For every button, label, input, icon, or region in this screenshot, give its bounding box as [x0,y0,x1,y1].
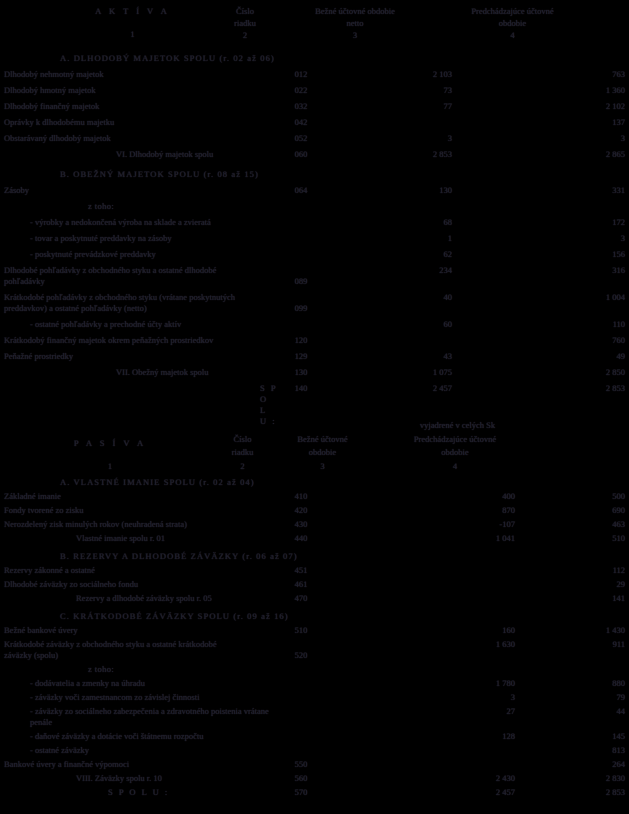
row-label-line1: VI. Dlhodobý majetok spolu [116,149,214,159]
row-label [4,477,627,488]
assets-table-header [0,0,629,44]
row-label [4,491,278,502]
table-row [4,533,627,544]
assets-label-col-num: 1 [130,29,135,39]
row-label-line1: Krátkodobé pohľadávky z obchodného styku (vrátane poskytnutých [4,292,236,302]
row-label [4,185,278,196]
row-label-line1: Rezervy a dlhodobé záväzky spolu r. 05 [76,593,212,603]
current-period-value: 160 [502,625,515,635]
row-label-line1: Základné imanie [4,491,61,501]
current-period-value: 1 041 [495,533,515,543]
table-row [4,759,627,770]
row-label-line1: z toho: [88,664,115,674]
row-label-line1: Bankové úvery a finančné výpomoci [4,759,130,769]
row-label-line1: - dodávatelia a zmenky na úhradu [30,678,145,688]
table-row [4,692,627,703]
row-code: 520 [294,650,308,660]
table-row [4,265,627,287]
row-label-line1: Nerozdelený zisk minulých rokov (neuhradená strata) [4,519,187,529]
row-code: 440 [294,533,308,543]
row-label-line1: S P O L U : [108,787,170,797]
previous-period-value: 44 [616,706,625,716]
current-period-value: 870 [502,505,515,515]
section-header-row [4,53,627,64]
current-period-value: 1 075 [432,367,452,377]
current-period-value [324,565,517,576]
row-label-line1: Dlhodobý finančný majetok [4,101,100,111]
row-code: 430 [294,519,308,529]
previous-period-value: 145 [612,731,625,741]
row-code [278,731,324,742]
row-code: 022 [294,85,308,95]
row-label-line1: - poskytnuté prevádzkové preddavky [30,249,156,259]
current-period-value: 130 [439,185,452,195]
row-label-line1: - ostatné záväzky [30,745,89,755]
row-code [278,745,324,756]
current-period-value [324,117,454,128]
section-header-row [4,551,627,562]
row-label-line1: S P O L U : [260,383,278,426]
table-row [4,367,627,378]
previous-period-value: 763 [612,69,625,79]
previous-period-value: 3 [620,233,625,243]
row-code: 451 [294,565,308,575]
current-period-value: 3 [510,692,515,702]
row-label [4,745,278,756]
table-row [4,625,627,636]
table-row [4,565,627,576]
row-label-line1: - daňové záväzky a dotácie voči štátnemu rozpočtu [30,731,204,741]
table-row [4,579,627,590]
row-label-line1: Obstarávaný dlhodobý majetok [4,133,111,143]
previous-period-value: 331 [612,185,625,195]
previous-period-value: 141 [612,593,625,603]
assets-title: A K T Í V A [95,6,170,16]
row-code [278,201,324,212]
row-code: 130 [294,367,308,377]
row-label [4,678,278,689]
current-period-value: 2 457 [495,787,515,797]
current-period-value [324,579,517,590]
previous-period-value: 2 102 [605,101,625,111]
row-label-line1: Krátkodobý finančný majetok okrem peňažných prostriedkov [4,335,214,345]
previous-period-value: 880 [612,678,625,688]
previous-period-value: 690 [612,505,625,515]
row-label [4,611,627,622]
current-period-value: 2 430 [495,773,515,783]
row-label [4,319,278,330]
current-period-value: 77 [443,101,452,111]
previous-period-value: 1 430 [605,625,625,635]
table-row [4,519,627,530]
previous-period-value: 500 [612,491,625,501]
row-label [4,149,278,160]
table-row [4,678,627,689]
row-label [4,265,278,287]
row-code: 461 [294,579,308,589]
liabilities-title: P A S Í V A [73,438,147,448]
previous-period-value: 112 [612,565,625,575]
table-row [4,117,627,128]
table-row [4,351,627,362]
previous-period-value: 1 004 [605,292,625,302]
row-label [4,533,278,544]
row-code [278,217,324,228]
table-row [4,85,627,96]
previous-period-value: 2 850 [605,367,625,377]
previous-period-value: 264 [612,759,625,769]
row-code: 089 [294,276,308,286]
row-label [4,773,278,784]
previous-period-value: 2 830 [605,773,625,783]
row-label-line2: záväzky (spolu) [4,650,59,660]
table-row [4,69,627,80]
table-row [4,201,627,212]
row-code: 129 [294,351,308,361]
table-row [4,505,627,516]
table-row [4,149,627,160]
previous-period-value: 49 [616,351,625,361]
row-label [4,217,278,228]
row-label-line1: B. OBEŽNÝ MAJETOK SPOLU (r. 08 až 15) [60,169,259,179]
row-code: 410 [294,491,308,501]
row-code: 550 [294,759,308,769]
current-period-value: 400 [502,491,515,501]
previous-period-value: 2 865 [605,149,625,159]
row-label [4,692,278,703]
row-label [4,249,278,260]
previous-period-value [454,201,627,212]
previous-col-header-line2: obdobie [441,447,469,457]
current-col-header-line1: Bežné účtovné obdobie [315,6,395,16]
previous-period-value: 29 [616,579,625,589]
row-label-line1: Dlhodobé záväzky zo sociálneho fondu [4,579,139,589]
previous-period-value: 3 [620,133,625,143]
row-label [4,625,278,636]
row-label [4,85,278,96]
current-col-header-line2: netto [346,18,364,28]
current-period-value [324,593,517,604]
current-period-value: 234 [439,265,452,275]
previous-period-value: 2 853 [605,383,625,393]
table-row [4,185,627,196]
row-label-line2: penále [30,717,53,727]
current-period-value: 1 780 [495,678,515,688]
row-label [4,787,278,798]
section-header-row [4,477,627,488]
row-label-line1: VII. Obežný majetok spolu [116,367,209,377]
table-row [4,491,627,502]
row-label [4,201,278,212]
previous-col-num: 4 [510,30,515,40]
row-label-line1: Krátkodobé záväzky z obchodného styku a ostatné krátkodobé [4,639,217,649]
previous-period-value: 2 853 [605,787,625,797]
code-col-header-line2: riadku [234,18,256,28]
row-label-line2: pohľadávky [4,276,45,286]
section-header-row [4,169,627,180]
table-row [4,217,627,228]
table-row [4,664,627,675]
row-label [4,579,278,590]
row-label-line1: - záväzky zo sociálneho zabezpečenia a zdravotného poistenia vrátane [30,706,269,716]
row-label [4,133,278,144]
total-row [4,787,627,798]
current-period-value [324,759,517,770]
row-label [4,759,278,770]
current-period-value: 73 [443,85,452,95]
current-period-value: 62 [443,249,452,259]
table-row [4,249,627,260]
row-label-line1: - záväzky voči zamestnancom zo závislej činnosti [30,692,200,702]
row-label-line1: Dlhodobý hmotný majetok [4,85,96,95]
row-label-line1: Fondy tvorené zo zisku [4,505,84,515]
row-label [4,565,278,576]
row-code: 012 [294,69,308,79]
previous-col-header-line2: obdobie [498,18,527,28]
row-label [4,367,278,378]
current-period-value [324,201,454,212]
current-period-value: 40 [443,292,452,302]
row-label-line1: VIII. Záväzky spolu r. 10 [76,773,162,783]
table-row [4,319,627,330]
table-row [4,593,627,604]
current-col-num: 3 [320,461,325,471]
row-label-line1: Bežné bankové úvery [4,625,78,635]
row-label-line1: Vlastné imanie spolu r. 01 [76,533,166,543]
row-label-line1: A. DLHODOBÝ MAJETOK SPOLU (r. 02 až 06) [60,53,275,63]
table-row [4,745,627,756]
row-label [4,505,278,516]
current-period-value [324,664,517,675]
row-code: 560 [294,773,308,783]
current-period-value: 2 103 [432,69,452,79]
row-label-line1: Dlhodobé pohľadávky z obchodného styku a ostatné dlhodobé [4,265,217,275]
row-label-line1: - ostatné pohľadávky a prechodné účty aktív [30,319,182,329]
table-row [4,233,627,244]
code-col-num: 2 [240,461,245,471]
row-code: 510 [294,625,308,635]
current-col-header-line1: Bežné účtovné [297,434,348,444]
current-period-value: 60 [443,319,452,329]
row-label-line1: Peňažné prostriedky [4,351,74,361]
current-col-num: 3 [352,30,358,40]
table-row [4,639,627,661]
current-period-value: 2 457 [432,383,452,393]
previous-period-value: 172 [612,217,625,227]
row-label [4,117,278,128]
previous-period-value: 79 [616,692,625,702]
code-col-header-line1: Číslo [233,434,252,444]
previous-period-value: 1 360 [605,85,625,95]
row-code: 064 [294,185,308,195]
assets-rows [0,53,629,427]
liabilities-table-header [0,418,629,470]
table-row [4,292,627,314]
previous-col-header-line1: Predchádzajúce účtovné [471,6,554,16]
row-label [4,351,278,362]
row-label [4,593,278,604]
current-period-value: 1 630 [495,639,515,649]
row-label-line1: Zásoby [4,185,30,195]
previous-period-value [517,664,627,675]
previous-period-value: 813 [612,745,625,755]
current-period-value: 43 [443,351,452,361]
row-label-line1: z toho: [88,201,115,211]
code-col-header-line1: Číslo [236,6,254,16]
row-label [4,169,627,180]
row-code: 099 [294,303,308,313]
row-code: 042 [294,117,308,127]
row-code: 570 [294,787,308,797]
row-code [278,233,324,244]
current-period-value [324,745,517,756]
previous-period-value: 137 [612,117,625,127]
previous-period-value: 463 [612,519,625,529]
row-code: 052 [294,133,308,143]
row-label [4,69,278,80]
row-code: 470 [294,593,308,603]
current-period-value: 68 [443,217,452,227]
units-note: vyjadrené v celých Sk [419,420,496,430]
row-label [4,519,278,530]
previous-col-num: 4 [452,461,458,471]
row-label [4,706,278,728]
row-code [278,678,324,689]
code-col-header-line2: riadku [231,447,254,457]
row-label-line2: preddavkov) a ostatné pohľadávky (netto) [4,303,147,313]
table-row [4,335,627,346]
row-code: 420 [294,505,308,515]
row-label [4,731,278,742]
row-label [4,335,278,346]
previous-period-value: 510 [612,533,625,543]
row-label-line1: A. VLASTNÉ IMANIE SPOLU (r. 02 až 04) [60,477,255,487]
section-header-row [4,611,627,622]
table-row [4,731,627,742]
table-row [4,101,627,112]
liabilities-label-col-num: 1 [107,461,113,471]
row-label-line1: C. KRÁTKODOBÉ ZÁVÄZKY SPOLU (r. 09 až 16) [60,611,289,621]
row-code: 140 [294,383,308,393]
row-label [4,664,278,675]
row-label-line1: Rezervy zákonné a ostatné [4,565,95,575]
previous-period-value: 156 [612,249,625,259]
row-label [4,233,278,244]
current-period-value: 128 [502,731,515,741]
code-col-num: 2 [242,30,248,40]
previous-period-value: 911 [612,639,625,649]
previous-period-value: 316 [612,265,625,275]
current-period-value: 2 853 [432,149,452,159]
row-label-line1: - tovar a poskytnuté preddavky na zásoby [30,233,172,243]
row-label [4,101,278,112]
row-label [4,53,627,64]
current-period-value: 27 [506,706,515,716]
previous-period-value: 110 [612,319,625,329]
row-label [4,639,278,661]
current-period-value: -107 [499,519,515,529]
row-label-line1: B. REZERVY A DLHODOBÉ ZÁVÄZKY (r. 06 až 07) [60,551,298,561]
row-code [278,249,324,260]
table-row [4,133,627,144]
liabilities-table [0,418,629,798]
row-label-line1: Dlhodobý nehmotný majetok [4,69,104,79]
row-code [278,664,324,675]
liabilities-rows [0,477,629,798]
current-period-value: 1 [447,233,452,243]
row-code: 060 [294,149,308,159]
row-label [4,292,278,314]
row-code [278,692,324,703]
row-code [278,319,324,330]
row-code: 120 [294,335,308,345]
row-label-line1: Oprávky k dlhodobému majetku [4,117,115,127]
table-row [4,706,627,728]
row-code: 032 [294,101,308,111]
row-label [4,551,627,562]
row-label-line1: - výrobky a nedokončená výroba na sklade a zvieratá [30,217,211,227]
table-row [4,773,627,784]
previous-col-header-line1: Predchádzajúce účtovné [413,434,497,444]
previous-period-value: 760 [612,335,625,345]
current-col-header-line2: obdobie [308,447,337,457]
current-period-value: 3 [447,133,452,143]
current-period-value [324,335,454,346]
